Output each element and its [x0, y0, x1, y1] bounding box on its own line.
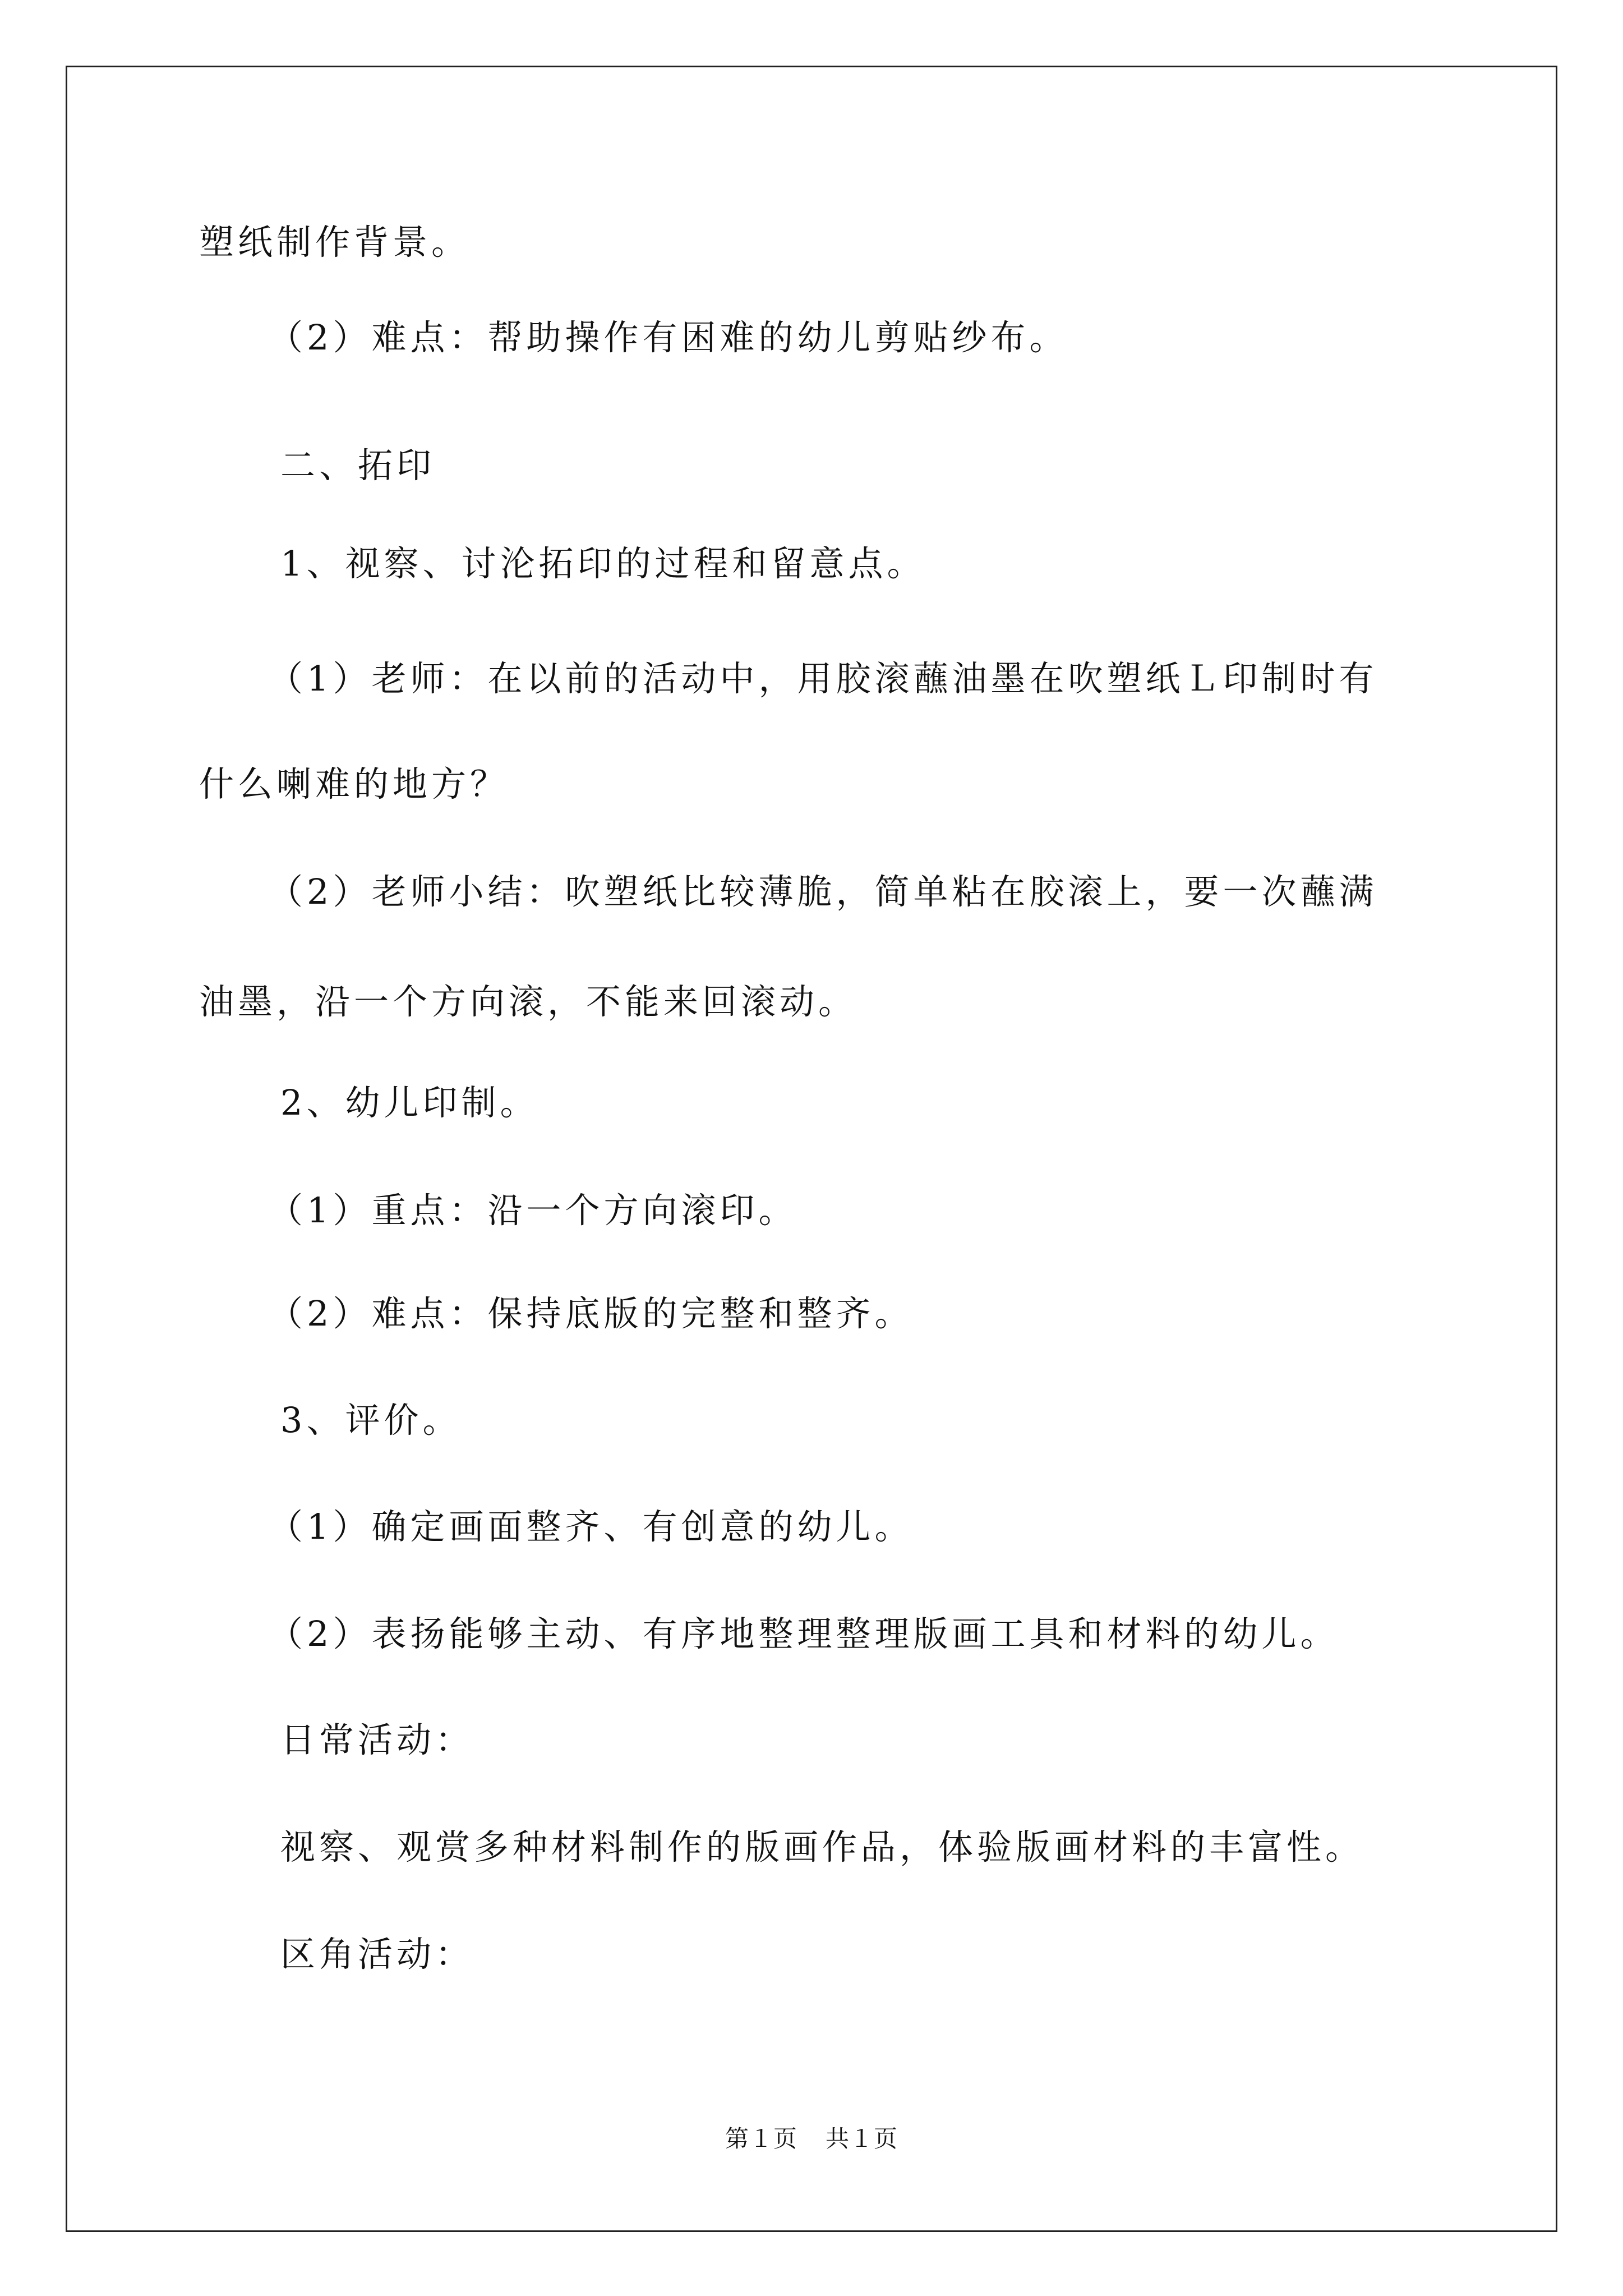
text-line: （1）确定画面整齐、有创意的幼儿。 — [268, 1506, 914, 1547]
page-total: 共１页 — [826, 2125, 898, 2152]
text-line: 3、评价。 — [280, 1400, 462, 1441]
page-number: 第１页 — [725, 2125, 797, 2152]
section-heading: 二、拓印 — [280, 445, 436, 486]
text-line: 2、幼儿印制。 — [280, 1082, 539, 1123]
page-footer — [0, 2123, 1623, 2155]
text-line: （2）表扬能够主动、有序地整理整理版画工具和材料的幼儿。 — [268, 1613, 1339, 1654]
text-line: 油墨，沿一个方向滚，不能来回滚动。 — [199, 981, 857, 1022]
text-line: （2）难点：帮助操作有困难的幼儿剪贴纱布。 — [268, 317, 1068, 358]
text-line: （2）老师小结：吹塑纸比较薄脆，简单粘在胶滚上，要一次蘸满 — [268, 871, 1378, 912]
text-line: 什么喇难的地方？ — [199, 763, 509, 804]
text-line: （2）难点：保持底版的完整和整齐。 — [268, 1293, 914, 1334]
text-line: 1、视察、讨沦拓印的过程和留意点。 — [280, 543, 926, 584]
text-line: 视察、观赏多种材料制作的版画作品，体验版画材料的丰富性。 — [280, 1826, 1364, 1867]
text-line: （1）老师：在以前的活动中，用胶滚蘸油墨在吹塑纸Ｌ印制时有 — [268, 658, 1378, 699]
page-border — [66, 66, 1557, 2232]
section-heading: 日常活动： — [280, 1719, 474, 1760]
text-line: 塑纸制作背景。 — [199, 222, 471, 263]
section-heading: 区角活动： — [280, 1934, 474, 1975]
text-line: （1）重点：沿一个方向滚印。 — [268, 1190, 797, 1231]
